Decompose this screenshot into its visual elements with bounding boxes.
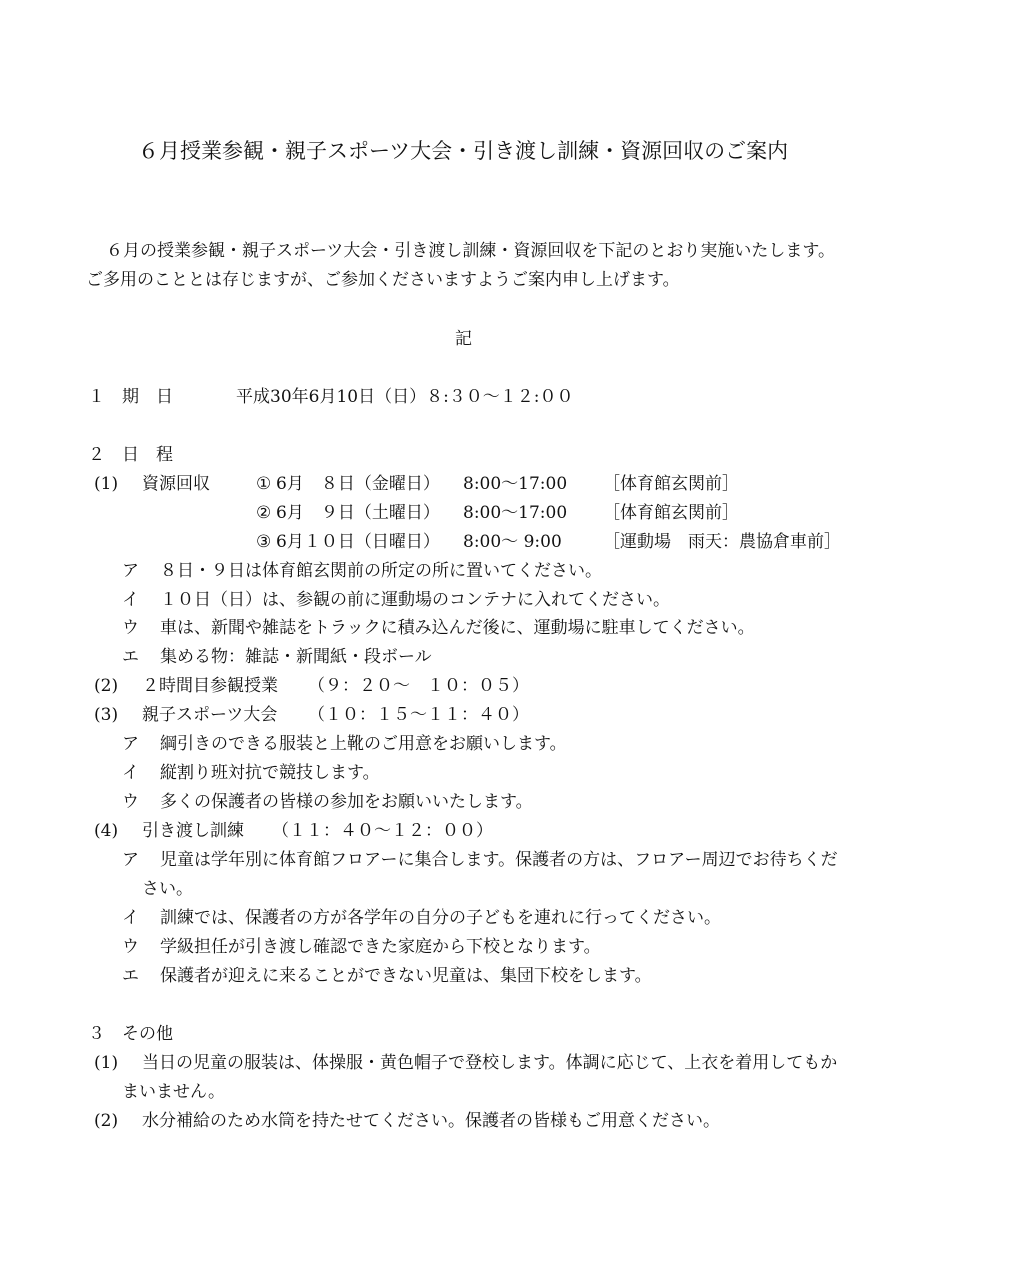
note-mark: イ: [122, 763, 139, 783]
schedule-place: ［体育館玄関前］: [603, 474, 739, 494]
note-text: ８日・９日は体育館玄関前の所定の所に置いてください。: [160, 561, 602, 581]
item-number: (4): [94, 821, 119, 841]
ki-marker: 記: [455, 329, 472, 349]
schedule-date: 6月 ８日（金曜日）: [276, 474, 440, 494]
item-number: (2): [94, 676, 119, 696]
schedule-time: 8:00～ 9:00: [463, 532, 562, 552]
item-label: 資源回収: [142, 474, 210, 494]
note-mark: エ: [122, 647, 139, 667]
section2-number: ２: [88, 445, 105, 465]
section1-label: 期 日: [122, 387, 173, 407]
other-item-text: 水分補給のため水筒を持たせてください。保護者の皆様もご用意ください。: [142, 1111, 720, 1131]
note-mark: ウ: [122, 937, 139, 957]
note-text-continued: さい。: [142, 879, 193, 899]
note-text: 車は、新聞や雑誌をトラックに積み込んだ後に、運動場に駐車してください。: [160, 618, 755, 638]
item-time: （１１：４０～１２：００）: [272, 821, 493, 841]
note-mark: ウ: [122, 618, 139, 638]
section3-number: ３: [88, 1024, 105, 1044]
note-mark: ア: [122, 561, 139, 581]
note-mark: イ: [122, 590, 139, 610]
note-text: １０日（日）は、参観の前に運動場のコンテナに入れてください。: [160, 590, 670, 610]
note-text: 学級担任が引き渡し確認できた家庭から下校となります。: [160, 937, 601, 957]
item-time: （１０：１５～１１：４０）: [308, 705, 529, 725]
note-mark: ア: [122, 734, 139, 754]
section1-date: 平成30年6月10日（日）８:３０～１２:００: [236, 387, 574, 407]
note-text: 児童は学年別に体育館フロアーに集合します。保護者の方は、フロアー周辺でお待ちくだ: [160, 850, 838, 870]
item-time: （９：２０～ １０：０５）: [308, 676, 529, 696]
schedule-date: 6月 ９日（土曜日）: [276, 503, 440, 523]
document-title: ６月授業参観・親子スポーツ大会・引き渡し訓練・資源回収のご案内: [138, 139, 789, 163]
schedule-time: 8:00～17:00: [463, 503, 568, 523]
note-text: 縦割り班対抗で競技します。: [160, 763, 380, 783]
schedule-place: ［体育館玄関前］: [603, 503, 739, 523]
section2-label: 日 程: [122, 445, 173, 465]
section1-number: １: [88, 387, 105, 407]
schedule-no: ①: [256, 474, 272, 494]
note-text: 集める物：雑誌・新聞紙・段ボール: [160, 647, 432, 667]
schedule-no: ③: [256, 532, 272, 552]
item-label: ２時間目参観授業: [142, 676, 278, 696]
intro-line-1: ６月の授業参観・親子スポーツ大会・引き渡し訓練・資源回収を下記のとおり実施いたします。: [106, 241, 835, 261]
intro-line-2: ご多用のこととは存じますが、ご参加くださいますようご案内申し上げます。: [86, 270, 680, 290]
note-text: 保護者が迎えに来ることができない児童は、集団下校をします。: [160, 966, 652, 986]
schedule-date: 6月１０日（日曜日）: [276, 532, 440, 552]
note-mark: ア: [122, 850, 139, 870]
note-text: 訓練では、保護者の方が各学年の自分の子どもを連れに行ってください。: [160, 908, 721, 928]
other-item-number: (2): [94, 1111, 119, 1131]
schedule-time: 8:00～17:00: [463, 474, 568, 494]
other-item-text-continued: まいません。: [122, 1082, 226, 1102]
note-text: 多くの保護者の皆様の参加をお願いいたします。: [160, 792, 533, 812]
schedule-place: ［運動場 雨天：農協倉車前］: [603, 532, 841, 552]
section3-label: その他: [122, 1024, 173, 1044]
item-label: 引き渡し訓練: [142, 821, 244, 841]
item-number: (1): [94, 474, 119, 494]
note-text: 綱引きのできる服装と上靴のご用意をお願いします。: [160, 734, 567, 754]
note-mark: ウ: [122, 792, 139, 812]
item-label: 親子スポーツ大会: [142, 705, 278, 725]
item-number: (3): [94, 705, 119, 725]
schedule-no: ②: [256, 503, 272, 523]
other-item-number: (1): [94, 1053, 119, 1073]
note-mark: イ: [122, 908, 139, 928]
note-mark: エ: [122, 966, 139, 986]
other-item-text: 当日の児童の服装は、体操服・黄色帽子で登校します。体調に応じて、上衣を着用してもか: [142, 1053, 838, 1073]
